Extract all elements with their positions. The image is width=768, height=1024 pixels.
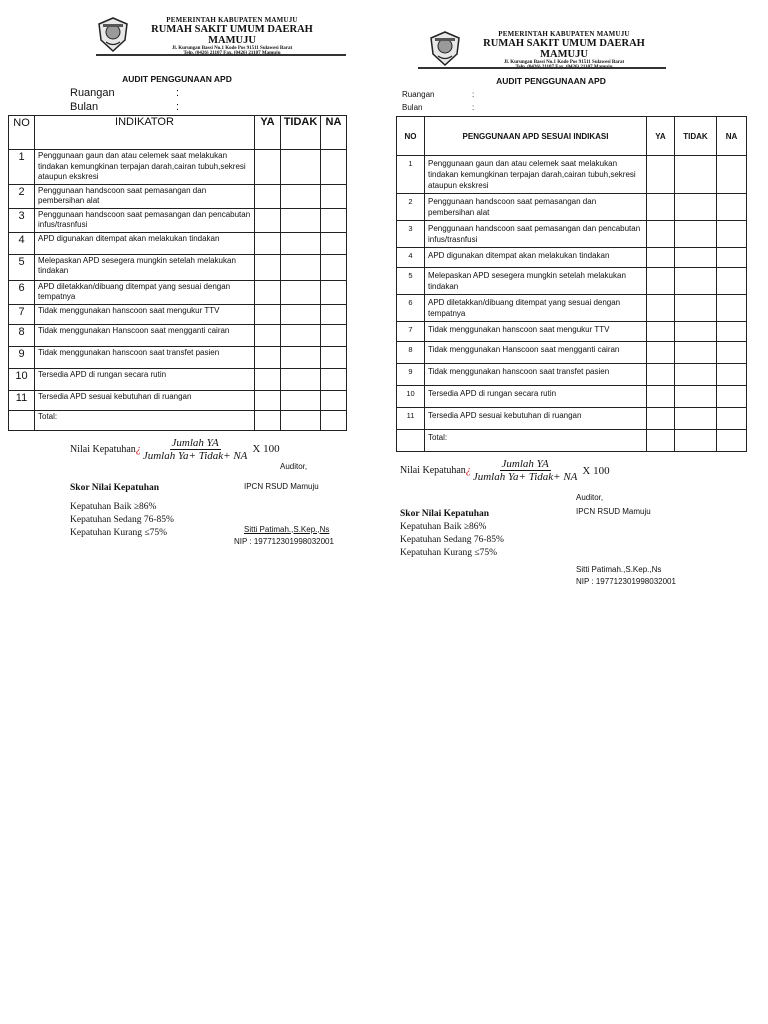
table-row bbox=[397, 156, 747, 194]
row-ya-cell[interactable] bbox=[255, 280, 281, 304]
row-tidak-cell[interactable] bbox=[675, 268, 717, 295]
table-row bbox=[397, 408, 747, 430]
score-sedang: Kepatuhan Sedang 76-85% bbox=[70, 514, 174, 525]
score-baik: Kepatuhan Baik ≥86% bbox=[70, 501, 157, 512]
row-indicator: Penggunaan handscoon saat pemasangan dan pembersihan alat bbox=[35, 184, 255, 208]
total-tidak-cell[interactable] bbox=[675, 430, 717, 452]
row-na-cell[interactable] bbox=[321, 368, 347, 390]
total-label: Total: bbox=[425, 430, 647, 452]
compliance-formula bbox=[400, 458, 748, 483]
row-na-cell[interactable] bbox=[321, 254, 347, 280]
row-tidak-cell[interactable] bbox=[675, 386, 717, 408]
row-ya-cell[interactable] bbox=[255, 150, 281, 185]
table-row bbox=[397, 364, 747, 386]
table-header-row bbox=[397, 117, 747, 156]
table-row bbox=[9, 346, 347, 368]
row-na-cell[interactable] bbox=[717, 221, 747, 248]
header-line-1: PEMERINTAH KABUPATEN MAMUJU bbox=[166, 16, 298, 24]
ruangan-value[interactable]: : bbox=[176, 87, 180, 99]
letterhead bbox=[396, 0, 748, 70]
form-title: AUDIT PENGGUNAAN APD bbox=[122, 74, 232, 84]
row-tidak-cell[interactable] bbox=[281, 346, 321, 368]
score-legend bbox=[400, 508, 504, 560]
ruangan-label: Ruangan bbox=[402, 90, 435, 99]
table-row bbox=[9, 390, 347, 410]
row-tidak-cell[interactable] bbox=[281, 304, 321, 324]
form-meta bbox=[402, 90, 748, 112]
formula-label: Nilai Kepatuhan bbox=[70, 443, 136, 455]
row-ya-cell[interactable] bbox=[647, 268, 675, 295]
formula-fraction bbox=[471, 458, 580, 483]
row-ya-cell[interactable] bbox=[255, 184, 281, 208]
row-number: 7 bbox=[397, 322, 425, 342]
row-na-cell[interactable] bbox=[321, 184, 347, 208]
row-number: 6 bbox=[9, 280, 35, 304]
row-number: 2 bbox=[9, 184, 35, 208]
row-number: 1 bbox=[397, 156, 425, 194]
row-na-cell[interactable] bbox=[321, 304, 347, 324]
header-line-3: Jl. Kurungan Bassi No.1 Kode Pos 91511 Sulawesi Barat bbox=[503, 60, 625, 65]
row-tidak-cell[interactable] bbox=[281, 324, 321, 346]
auditor-label: Auditor, bbox=[576, 493, 604, 502]
row-ya-cell[interactable] bbox=[255, 390, 281, 410]
row-ya-cell[interactable] bbox=[647, 322, 675, 342]
bulan-value[interactable]: : bbox=[472, 103, 475, 112]
table-row bbox=[397, 322, 747, 342]
row-indicator: Tidak menggunakan hanscoon saat transfet pasien bbox=[425, 364, 647, 386]
formula-multiplier: X 100 bbox=[582, 464, 610, 477]
row-tidak-cell[interactable] bbox=[675, 364, 717, 386]
total-ya-cell[interactable] bbox=[255, 410, 281, 430]
row-na-cell[interactable] bbox=[321, 324, 347, 346]
signer-nip: NIP : 197712301998032001 bbox=[234, 536, 334, 546]
table-row bbox=[397, 342, 747, 364]
col-tidak-header: TIDAK bbox=[675, 117, 717, 156]
row-indicator: Tersedia APD sesuai kebutuhan di ruangan bbox=[425, 408, 647, 430]
indicator-table bbox=[396, 116, 747, 452]
row-tidak-cell[interactable] bbox=[675, 342, 717, 364]
table-row bbox=[397, 386, 747, 408]
col-indikator-header: PENGGUNAAN APD SESUAI INDIKASI bbox=[425, 117, 647, 156]
row-indicator: Penggunaan handscoon saat pemasangan dan pencabutan infus/trasnfusi bbox=[425, 221, 647, 248]
ipcn-label: IPCN RSUD Mamuju bbox=[576, 507, 651, 516]
form-meta bbox=[70, 87, 348, 113]
row-indicator: Melepaskan APD sesegera mungkin setelah melakukan tindakan bbox=[35, 254, 255, 280]
bulan-label: Bulan bbox=[70, 101, 99, 113]
row-na-cell[interactable] bbox=[717, 386, 747, 408]
ruangan-label: Ruangan bbox=[70, 87, 115, 99]
table-header-row bbox=[9, 116, 347, 150]
row-number: 2 bbox=[397, 194, 425, 221]
total-tidak-cell[interactable] bbox=[281, 410, 321, 430]
ruangan-value[interactable]: : bbox=[472, 90, 475, 99]
indicator-table bbox=[8, 115, 347, 431]
row-tidak-cell[interactable] bbox=[675, 194, 717, 221]
table-row bbox=[9, 150, 347, 185]
row-indicator: APD diletakkan/dibuang ditempat yang sesuai dengan tempatnya bbox=[425, 295, 647, 322]
row-na-cell[interactable] bbox=[321, 280, 347, 304]
table-row bbox=[397, 268, 747, 295]
formula-denominator: Jumlah Ya+ Tidak+ NA bbox=[472, 471, 578, 483]
row-ya-cell[interactable] bbox=[647, 248, 675, 268]
row-tidak-cell[interactable] bbox=[675, 408, 717, 430]
row-indicator: Tidak menggunakan Hanscoon saat mengganti cairan bbox=[35, 324, 255, 346]
row-ya-cell[interactable] bbox=[647, 386, 675, 408]
row-indicator: Penggunaan handscoon saat pemasangan dan pembersihan alat bbox=[425, 194, 647, 221]
row-number: 4 bbox=[9, 232, 35, 254]
row-ya-cell[interactable] bbox=[255, 208, 281, 232]
total-ya-cell[interactable] bbox=[647, 430, 675, 452]
auditor-label: Auditor, bbox=[280, 461, 308, 471]
row-na-cell[interactable] bbox=[717, 342, 747, 364]
row-ya-cell[interactable] bbox=[647, 408, 675, 430]
row-ya-cell[interactable] bbox=[255, 324, 281, 346]
row-ya-cell[interactable] bbox=[647, 364, 675, 386]
row-ya-cell[interactable] bbox=[255, 232, 281, 254]
audit-form-left bbox=[8, 0, 348, 546]
regency-emblem-icon bbox=[96, 16, 130, 52]
row-number: 8 bbox=[9, 324, 35, 346]
row-na-cell[interactable] bbox=[321, 390, 347, 410]
table-row bbox=[397, 248, 747, 268]
total-row bbox=[9, 410, 347, 430]
total-no-cell bbox=[9, 410, 35, 430]
row-indicator: Tidak menggunakan hanscoon saat transfet pasien bbox=[35, 346, 255, 368]
regency-emblem-icon bbox=[428, 30, 462, 66]
table-row bbox=[9, 280, 347, 304]
total-row bbox=[397, 430, 747, 452]
row-ya-cell[interactable] bbox=[255, 368, 281, 390]
row-ya-cell[interactable] bbox=[647, 295, 675, 322]
row-tidak-cell[interactable] bbox=[675, 156, 717, 194]
row-number: 11 bbox=[9, 390, 35, 410]
col-na-header: NA bbox=[717, 117, 747, 156]
row-tidak-cell[interactable] bbox=[675, 295, 717, 322]
table-row bbox=[9, 324, 347, 346]
bulan-value[interactable]: : bbox=[176, 101, 180, 113]
row-ya-cell[interactable] bbox=[647, 221, 675, 248]
row-number: 9 bbox=[397, 364, 425, 386]
col-tidak-header: TIDAK bbox=[281, 116, 321, 150]
formula-denominator: Jumlah Ya+ Tidak+ NA bbox=[142, 449, 248, 462]
row-na-cell[interactable] bbox=[717, 194, 747, 221]
score-kurang: Kepatuhan Kurang ≤75% bbox=[70, 527, 168, 538]
total-na-cell[interactable] bbox=[321, 410, 347, 430]
formula-multiplier: X 100 bbox=[252, 443, 280, 455]
header-line-1: PEMERINTAH KABUPATEN MAMUJU bbox=[498, 30, 630, 38]
row-indicator: Penggunaan gaun dan atau celemek saat melakukan tindakan kemungkinan terpajan darah,cairan tubuh,sekresi ataupun ekskresi bbox=[35, 150, 255, 185]
row-indicator: Tidak menggunakan Hanscoon saat mengganti cairan bbox=[425, 342, 647, 364]
score-block bbox=[396, 483, 748, 587]
table-row bbox=[397, 194, 747, 221]
total-na-cell[interactable] bbox=[717, 430, 747, 452]
formula-numerator: Jumlah YA bbox=[171, 436, 219, 449]
row-indicator: Tersedia APD sesuai kebutuhan di ruangan bbox=[35, 390, 255, 410]
formula-symbol: ¿ bbox=[135, 443, 141, 455]
row-tidak-cell[interactable] bbox=[675, 322, 717, 342]
row-number: 9 bbox=[9, 346, 35, 368]
compliance-formula bbox=[70, 437, 348, 462]
row-number: 3 bbox=[9, 208, 35, 232]
signer-name: Sitti Patimah.,S.Kep.,Ns bbox=[244, 524, 330, 534]
table-row bbox=[9, 254, 347, 280]
row-number: 10 bbox=[9, 368, 35, 390]
score-sedang: Kepatuhan Sedang 76-85% bbox=[400, 535, 504, 545]
row-number: 7 bbox=[9, 304, 35, 324]
row-number: 10 bbox=[397, 386, 425, 408]
total-no-cell bbox=[397, 430, 425, 452]
row-na-cell[interactable] bbox=[717, 295, 747, 322]
row-ya-cell[interactable] bbox=[647, 342, 675, 364]
formula-numerator: Jumlah YA bbox=[501, 458, 549, 470]
col-no-header: NO bbox=[397, 117, 425, 156]
row-tidak-cell[interactable] bbox=[281, 254, 321, 280]
col-indikator-header: INDIKATOR bbox=[35, 116, 255, 150]
audit-form-right bbox=[396, 0, 748, 587]
row-tidak-cell[interactable] bbox=[281, 390, 321, 410]
row-indicator: Tidak menggunakan hanscoon saat mengukur TTV bbox=[425, 322, 647, 342]
row-indicator: Tersedia APD di rungan secara rutin bbox=[35, 368, 255, 390]
row-indicator: APD digunakan ditempat akan melakukan tindakan bbox=[35, 232, 255, 254]
col-ya-header: YA bbox=[255, 116, 281, 150]
total-label: Total: bbox=[35, 410, 255, 430]
row-na-cell[interactable] bbox=[321, 232, 347, 254]
row-number: 5 bbox=[9, 254, 35, 280]
row-na-cell[interactable] bbox=[321, 208, 347, 232]
row-na-cell[interactable] bbox=[717, 156, 747, 194]
form-title: AUDIT PENGGUNAAN APD bbox=[496, 76, 606, 86]
row-indicator: Penggunaan handscoon saat pemasangan dan pencabutan infus/trasnfusi bbox=[35, 208, 255, 232]
row-na-cell[interactable] bbox=[321, 346, 347, 368]
row-indicator: Tersedia APD di rungan secara rutin bbox=[425, 386, 647, 408]
signer-nip: NIP : 197712301998032001 bbox=[576, 577, 676, 586]
row-number: 6 bbox=[397, 295, 425, 322]
score-legend bbox=[70, 482, 174, 540]
table-row bbox=[9, 232, 347, 254]
score-kurang: Kepatuhan Kurang ≤75% bbox=[400, 548, 498, 558]
col-na-header: NA bbox=[321, 116, 347, 150]
score-baik: Kepatuhan Baik ≥86% bbox=[400, 522, 487, 532]
row-tidak-cell[interactable] bbox=[281, 368, 321, 390]
row-ya-cell[interactable] bbox=[255, 254, 281, 280]
row-ya-cell[interactable] bbox=[255, 346, 281, 368]
row-na-cell[interactable] bbox=[717, 322, 747, 342]
auditor-block bbox=[8, 462, 348, 480]
row-number: 11 bbox=[397, 408, 425, 430]
header-line-3: Jl. Kurungan Bassi No.1 Kode Pos 91511 Sulawesi Barat bbox=[171, 46, 293, 51]
table-row bbox=[397, 295, 747, 322]
table-row bbox=[9, 184, 347, 208]
ipcn-label: IPCN RSUD Mamuju bbox=[244, 481, 319, 491]
header-rule bbox=[418, 67, 666, 69]
row-number: 1 bbox=[9, 150, 35, 185]
score-title: Skor Nilai Kepatuhan bbox=[400, 509, 490, 519]
formula-symbol: ¿ bbox=[465, 465, 471, 476]
row-na-cell[interactable] bbox=[717, 364, 747, 386]
row-number: 8 bbox=[397, 342, 425, 364]
formula-fraction bbox=[141, 437, 250, 462]
bulan-label: Bulan bbox=[402, 103, 423, 112]
row-tidak-cell[interactable] bbox=[281, 208, 321, 232]
score-title: Skor Nilai Kepatuhan bbox=[70, 482, 160, 493]
score-block bbox=[8, 480, 348, 546]
row-indicator: Penggunaan gaun dan atau celemek saat melakukan tindakan kemungkinan terpajan darah,cairan tubuh,sekresi ataupun ekskresi bbox=[425, 156, 647, 194]
row-ya-cell[interactable] bbox=[647, 194, 675, 221]
row-indicator: APD diletakkan/dibuang ditempat yang sesuai dengan tempatnya bbox=[35, 280, 255, 304]
table-row bbox=[397, 221, 747, 248]
row-na-cell[interactable] bbox=[717, 248, 747, 268]
row-indicator: Tidak menggunakan hanscoon saat mengukur TTV bbox=[35, 304, 255, 324]
row-tidak-cell[interactable] bbox=[281, 184, 321, 208]
row-tidak-cell[interactable] bbox=[675, 248, 717, 268]
row-ya-cell[interactable] bbox=[255, 304, 281, 324]
row-tidak-cell[interactable] bbox=[281, 280, 321, 304]
row-tidak-cell[interactable] bbox=[281, 150, 321, 185]
col-no-header: NO bbox=[9, 116, 35, 150]
row-ya-cell[interactable] bbox=[647, 156, 675, 194]
row-number: 5 bbox=[397, 268, 425, 295]
row-number: 4 bbox=[397, 248, 425, 268]
header-line-2: RUMAH SAKIT UMUM DAERAH MAMUJU bbox=[483, 38, 645, 60]
row-number: 3 bbox=[397, 221, 425, 248]
signer-name: Sitti Patimah.,S.Kep.,Ns bbox=[576, 565, 662, 574]
header-rule bbox=[96, 54, 346, 56]
row-tidak-cell[interactable] bbox=[281, 232, 321, 254]
table-row bbox=[9, 304, 347, 324]
row-indicator: APD digunakan ditempat akan melakukan tindakan bbox=[425, 248, 647, 268]
table-row bbox=[9, 368, 347, 390]
col-ya-header: YA bbox=[647, 117, 675, 156]
row-na-cell[interactable] bbox=[717, 268, 747, 295]
row-tidak-cell[interactable] bbox=[675, 221, 717, 248]
formula-label: Nilai Kepatuhan bbox=[400, 465, 466, 476]
row-na-cell[interactable] bbox=[717, 408, 747, 430]
header-line-2: RUMAH SAKIT UMUM DAERAH MAMUJU bbox=[151, 24, 313, 46]
row-na-cell[interactable] bbox=[321, 150, 347, 185]
table-row bbox=[9, 208, 347, 232]
letterhead bbox=[8, 0, 348, 58]
row-indicator: Melepaskan APD sesegera mungkin setelah melakukan tindakan bbox=[425, 268, 647, 295]
